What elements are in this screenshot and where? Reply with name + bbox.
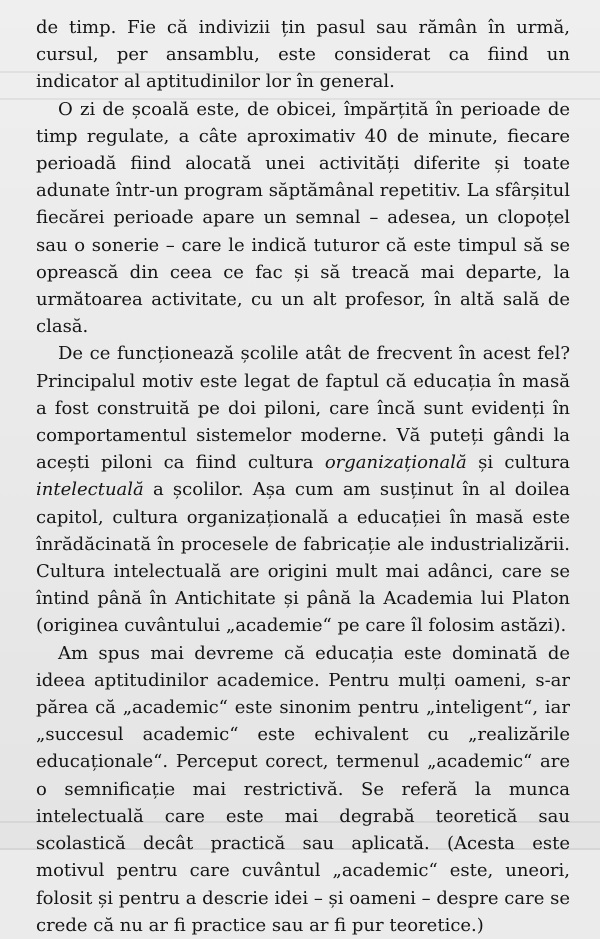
paragraph-3-part-3: a școlilor. Așa cum am susținut în al doilea capitol, cultura organizațională a educației în masă este înrădăcinată în procesele de fabricație ale industrializării. Cultura intelectuală are origini mult mai adânci, care se întind până în Antichitate și până la Academia lui Platon (originea cuvântului „academie“ pe care îl folosim astăzi). bbox=[36, 479, 570, 637]
emphasis-intellectual: intelectuală bbox=[36, 479, 144, 501]
emphasis-organizational: organizațională bbox=[324, 452, 467, 474]
paragraph-3 bbox=[36, 340, 570, 639]
paragraph-4: Am spus mai devreme că educația este dominată de ideea aptitudinilor academice. Pentru mulți oameni, s-ar părea că „academic“ este sinonim pentru „inteligent“, iar „succesul academic“ este echivalent cu „realizările educaționale“. Perceput corect, termenul „academic“ are o semnificație mai restrictivă. Se referă la munca intelectuală care este mai degrabă teoretică sau scolastică decât practică sau aplicată. (Acesta este motivul pentru care cuvântul „academic“ este, uneori, folosit și pentru a descrie idei – și oameni – despre care se crede că nu ar fi practice sau ar fi pur teoretice.) bbox=[36, 642, 570, 936]
paragraph-2: O zi de școală este, de obicei, împărțită în perioade de timp regulate, a câte aproximativ 40 de minute, fiecare perioadă fiind alocată unei activități diferite și toate adunate într-un program săptămânal repetitiv. La sfârșitul fiecărei perioade apare un semnal – adesea, un clopoțel sau o sonerie – care le indică tuturor că este timpul să se oprească din ceea ce fac și să treacă mai departe, la următoarea activitate, cu un alt profesor, în altă sală de clasă. bbox=[36, 98, 570, 338]
paragraph-1: de timp. Fie că indivizii țin pasul sau rămân în urmă, cursul, per ansamblu, este considerat ca fiind un indicator al aptitudinilor lor în general. bbox=[36, 17, 570, 93]
paragraph-3-part-2: și cultura bbox=[466, 452, 570, 474]
paragraph-3-part-1: De ce funcționează școlile atât de frecvent în acest fel? Principalul motiv este legat de faptul că educația în masă a fost construită pe doi piloni, care încă sunt evidenți în comportamentul sistemelor moderne. Vă puteți gândi la acești piloni ca fiind cultura bbox=[36, 343, 570, 474]
